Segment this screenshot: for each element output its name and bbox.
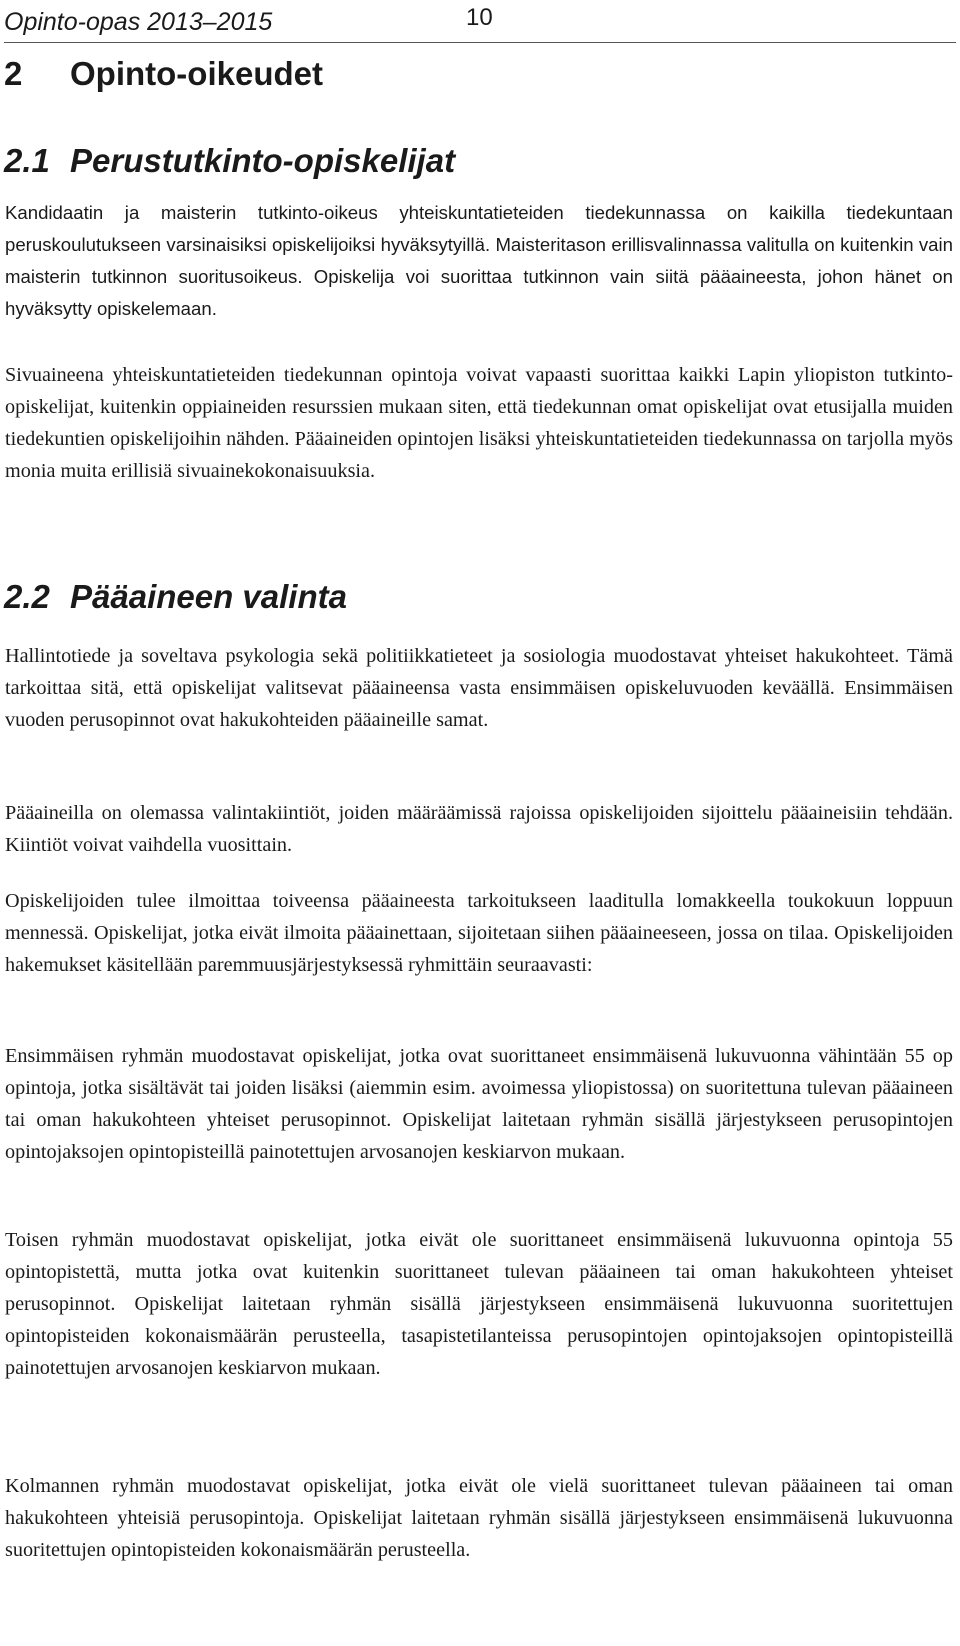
chapter-title: Opinto-oikeudet [70, 55, 323, 92]
paragraph: Kandidaatin ja maisterin tutkinto-oikeus yhteiskuntatieteiden tiedekunnassa on kaikilla tiedekuntaan peruskoulutukseen varsinaisiksi opiskelijoiksi hyväksytyillä. Maisteritason erillisvalinnassa valitulla on kuitenkin vain maisterin tutkinnon suoritusoikeus. Opiskelija voi suorittaa tutkinnon vain siitä pääaineesta, johon hänet on hyväksytty opiskelemaan. [5, 202, 953, 319]
header-title: Opinto-opas 2013–2015 [4, 8, 273, 36]
paragraph: Toisen ryhmän muodostavat opiskelijat, jotka eivät ole suorittaneet ensimmäisenä lukuvuonna opintoja 55 opintopistettä, mutta jotka ovat kuitenkin suorittaneet tulevan pääaineen tai oman hakukohteen yhteiset perusopinnot. Opiskelijat laitetaan ryhmän sisällä järjestykseen ensimmäisenä lukuvuonna suoritettujen opintopisteiden kokonaismäärän perusteella, tasapistetilanteissa perusopintojen opintojaksojen opintopisteillä painotettujen arvosanojen keskiarvon mukaan. [5, 1229, 953, 1379]
header-rule [4, 42, 956, 43]
page-header [4, 4, 956, 44]
paragraph: Pääaineilla on olemassa valintakiintiöt, joiden määräämissä rajoissa opiskelijoiden sijoittelu pääaineisiin tehdään. Kiintiöt voivat vaihdella vuosittain. [5, 802, 953, 856]
paragraph: Hallintotiede ja soveltava psykologia sekä politiikkatieteet ja sosiologia muodostavat yhteiset hakukohteet. Tämä tarkoittaa sitä, että opiskelijat valitsevat pääaineensa vasta ensimmäisen opiskeluvuoden keväällä. Ensimmäisen vuoden perusopinnot ovat hakukohteiden pääaineille samat. [5, 645, 953, 731]
section-number: 2.2 [4, 578, 50, 615]
chapter-heading [4, 55, 323, 93]
section-title: Pääaineen valinta [70, 578, 347, 615]
page-number: 10 [466, 4, 493, 31]
section-heading-2-1 [4, 142, 455, 180]
paragraph: Kolmannen ryhmän muodostavat opiskelijat, jotka eivät ole vielä suorittaneet tulevan pääaineen tai oman hakukohteen yhteisiä perusopintoja. Opiskelijat laitetaan ryhmän sisällä järjestykseen ensimmäisenä lukuvuonna suoritettujen opintopisteiden kokonaismäärän perusteella. [5, 1475, 953, 1561]
section-number: 2.1 [4, 142, 50, 179]
paragraph: Sivuaineena yhteiskuntatieteiden tiedekunnan opintoja voivat vapaasti suorittaa kaikki Lapin yliopiston tutkinto-opiskelijat, kuitenkin oppiaineiden resurssien mukaan siten, että tiedekunnan omat opiskelijat ovat etusijalla muiden tiedekuntien opiskelijoihin nähden. Pääaineiden opintojen lisäksi yhteiskuntatieteiden tiedekunnassa on tarjolla myös monia muita erillisiä sivuainekokonaisuuksia. [5, 364, 953, 482]
section-heading-2-2 [4, 578, 347, 616]
chapter-number: 2 [4, 55, 23, 92]
paragraph: Opiskelijoiden tulee ilmoittaa toiveensa pääaineesta tarkoitukseen laaditulla lomakkeella toukokuun loppuun mennessä. Opiskelijat, jotka eivät ilmoita pääainettaan, sijoitetaan siihen pääaineeseen, jossa on tilaa. Opiskelijoiden hakemukset käsitellään paremmuusjärjestyksessä ryhmittäin seuraavasti: [5, 890, 953, 976]
paragraph: Ensimmäisen ryhmän muodostavat opiskelijat, jotka ovat suorittaneet ensimmäisenä lukuvuonna vähintään 55 op opintoja, jotka sisältävät tai joiden lisäksi (aiemmin esim. avoimessa yliopistossa) on suoritettuna tulevan pääaineen tai oman hakukohteen yhteiset perusopinnot. Opiskelijat laitetaan ryhmän sisällä järjestykseen perusopintojen opintojaksojen opintopisteillä painotettujen arvosanojen keskiarvon mukaan. [5, 1045, 953, 1163]
section-title: Perustutkinto-opiskelijat [70, 142, 456, 179]
